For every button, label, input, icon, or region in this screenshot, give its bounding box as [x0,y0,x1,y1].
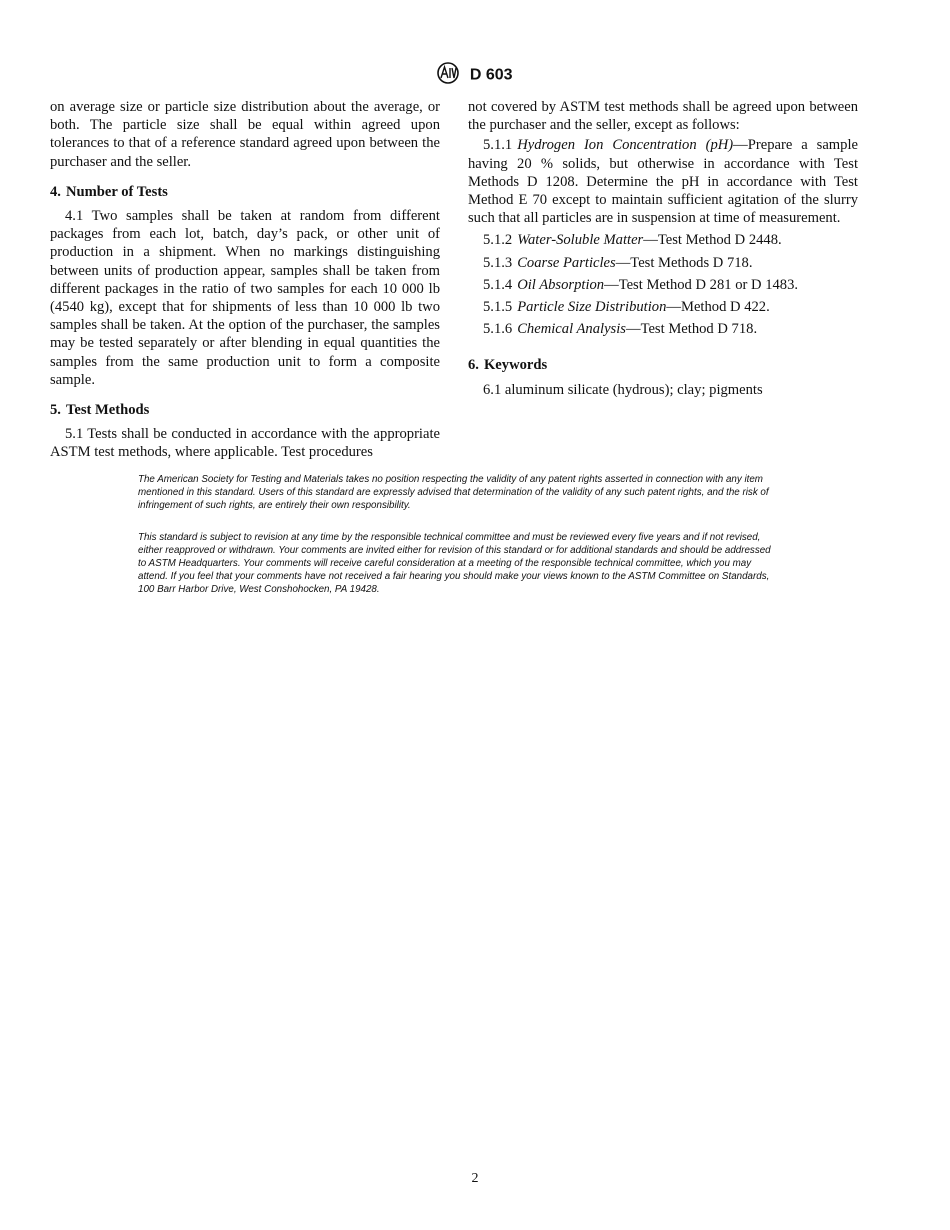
item-number: 5.1.1 [483,137,513,154]
paragraph-5-1-3 [468,254,858,272]
left-column [50,98,440,462]
section-heading-number-of-tests [50,183,440,201]
item-text: —Test Methods D 718. [615,254,753,271]
item-number: 5.1.4 [483,276,513,293]
item-number: 5.1.5 [483,299,513,316]
paragraph-5-1-1 [468,136,858,227]
item-term: Chemical Analysis [517,321,626,338]
section-number: 6. [468,357,479,374]
item-term: Water-Soluble Matter [517,232,644,249]
page-number: 2 [471,1171,479,1186]
item-number: 5.1.2 [483,232,513,249]
paragraph-5-1-4 [468,276,858,294]
item-term: Coarse Particles [517,254,616,271]
section-title: Keywords [483,357,548,374]
section-heading-keywords [468,356,858,374]
item-number: 5.1.6 [483,321,513,338]
revision-notice: This standard is subject to revision at any time by the responsible technical committee and must be reviewed every five years and if not revised, either reapproved or withdrawn. Your comments are invited either for revision of this standard or for additional standards and should be addressed to ASTM Headquarters. Your comments will receive careful consideration at a meeting of the responsible technical committee, which you may attend. If you feel that your comments have not received a fair hearing you should make your views known to the ASTM Committee on Standards, 100 Barr Harbor Drive, West Conshohocken, PA 19428. [138,532,771,595]
item-text: —Method D 422. [666,299,770,316]
paragraph-5-1-5 [468,298,858,316]
astm-logo-icon [437,62,459,89]
item-number: 5.1.3 [483,254,513,271]
item-term: Oil Absorption [517,276,605,293]
paragraph-5-1-6 [468,320,858,338]
item-text: —Prepare a sample having 20 % solids, but otherwise in accordance with Test Methods D 1208. Determine the pH in accordance with Test Method E 70 except to maintain sufficient agitation of the slurry such that all particles are in suspension at time of measurement. [468,137,858,227]
item-text: —Test Method D 2448. [643,232,782,249]
item-text: —Test Method D 281 or D 1483. [604,276,799,293]
continued-paragraph: on average size or particle size distribution about the average, or both. The particle size shall be equal within agreed upon tolerances to that of a reference standard agreed upon between the purchaser and the seller. [50,99,440,170]
patent-notice: The American Society for Testing and Materials takes no position respecting the validity of any patent rights asserted in connection with any item mentioned in this standard. Users of this standard are expressly advised that determination of the validity of any such patent rights, and the risk of infringement of such rights, are entirely their own responsibility. [138,474,769,511]
paragraph-6-1: 6.1 aluminum silicate (hydrous); clay; pigments [483,381,763,398]
item-term: Hydrogen Ion Concentration (pH) [517,137,734,154]
item-text: —Test Method D 718. [625,321,758,338]
section-title: Test Methods [65,402,150,419]
paragraph-4-1: 4.1 Two samples shall be taken at random from different packages from each lot, batch, day’s pack, or other unit of production in a shipment. When no markings distinguishing between units of production appear, samples shall be taken from different packages in the ratio of two samples for each 10 000 lb (4540 kg), except that for shipments of less than 10 000 lb two samples shall be taken. At the option of the purchaser, the samples may be tested separately or after blending in equal quantities the samples from the same production unit to form a composite sample. [50,208,440,388]
continued-paragraph: not covered by ASTM test methods shall be agreed upon between the purchaser and the seller, except as follows: [468,99,858,134]
legal-notices [138,473,774,596]
standard-designation: D 603 [469,66,513,84]
section-title: Number of Tests [65,183,168,200]
paragraph-5-1-2 [468,231,858,249]
section-number: 5. [50,402,61,419]
section-number: 4. [50,183,61,200]
item-term: Particle Size Distribution [517,299,667,316]
right-column [468,98,858,399]
paragraph-5-1: 5.1 Tests shall be conducted in accordance with the appropriate ASTM test methods, where applicable. Test procedures [50,426,440,461]
section-heading-test-methods [50,401,440,419]
page-header [0,62,950,89]
